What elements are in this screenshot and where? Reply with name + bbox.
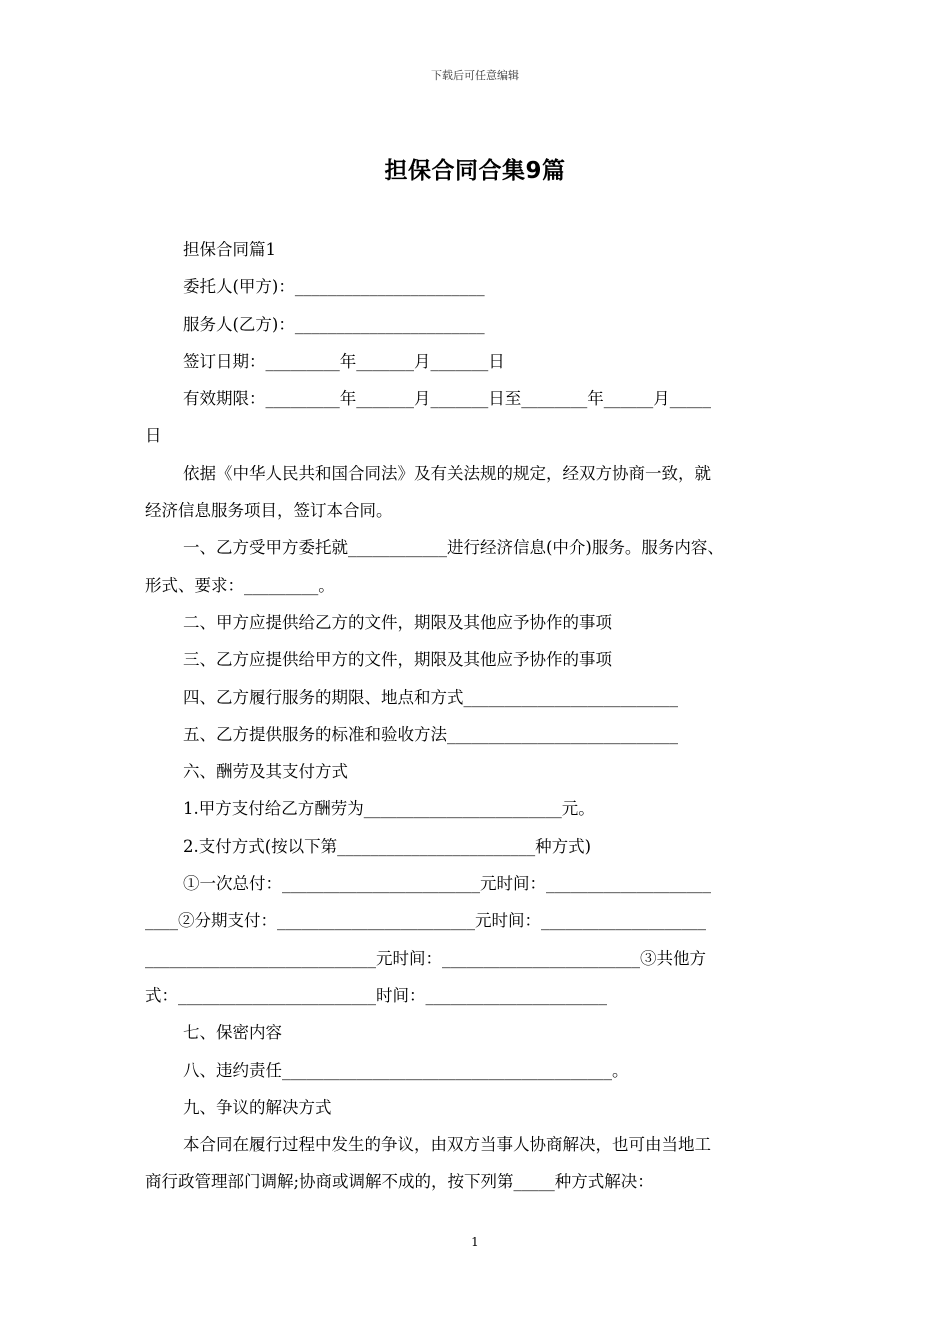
body-line: ____②分期支付：________________________元时间：____________________ xyxy=(145,911,706,931)
body-line: 八、违约责任________________________________________。 xyxy=(183,1060,629,1080)
body-line: 本合同在履行过程中发生的争议，由双方当事人协商解决，也可由当地工 xyxy=(183,1135,711,1155)
body-line: 2.支付方式(按以下第________________________种方式) xyxy=(183,836,592,856)
body-line: 形式、要求：_________。 xyxy=(145,575,335,595)
header-note: 下载后可任意编辑 xyxy=(431,69,519,82)
body-line: 商行政管理部门调解;协商或调解不成的，按下列第_____种方式解决： xyxy=(145,1172,654,1192)
body-line: 二、甲方应提供给乙方的文件，期限及其他应予协作的事项 xyxy=(183,612,612,632)
page-number: 1 xyxy=(471,1235,479,1249)
body-line: 九、争议的解决方式 xyxy=(183,1097,332,1117)
body-line: 七、保密内容 xyxy=(183,1023,282,1043)
body-line: 1.甲方支付给乙方酬劳为________________________元。 xyxy=(183,799,595,819)
body-line: 服务人(乙方)：_______________________ xyxy=(183,314,485,334)
body-line: 经济信息服务项目，签订本合同。 xyxy=(145,501,393,521)
body-line: 日 xyxy=(145,426,162,446)
body-line: 依据《中华人民共和国合同法》及有关法规的规定，经双方协商一致，就 xyxy=(183,463,711,483)
body-line: 担保合同篇1 xyxy=(183,240,276,259)
body-line: 签订日期：_________年_______月_______日 xyxy=(183,351,505,371)
body-line: 四、乙方履行服务的期限、地点和方式__________________________ xyxy=(183,687,678,707)
body-line: 一、乙方受甲方委托就____________进行经济信息(中介)服务。服务内容、 xyxy=(183,538,724,558)
body-line: 六、酬劳及其支付方式 xyxy=(183,762,348,782)
body-line: ①一次总付：________________________元时间：____________________ xyxy=(183,874,711,894)
body-line: 有效期限：_________年_______月_______日至________年______月_____ xyxy=(183,389,711,409)
document-body xyxy=(145,231,810,1201)
body-line: 式：________________________时间：______________________ xyxy=(145,985,607,1005)
document-title: 担保合同合集9篇 xyxy=(384,158,566,184)
body-line: 三、乙方应提供给甲方的文件，期限及其他应予协作的事项 xyxy=(183,650,612,670)
body-line: ____________________________元时间：________________________③共他方 xyxy=(145,948,706,968)
body-line: 五、乙方提供服务的标准和验收方法____________________________ xyxy=(183,724,678,744)
body-line: 委托人(甲方)：_______________________ xyxy=(183,277,485,297)
